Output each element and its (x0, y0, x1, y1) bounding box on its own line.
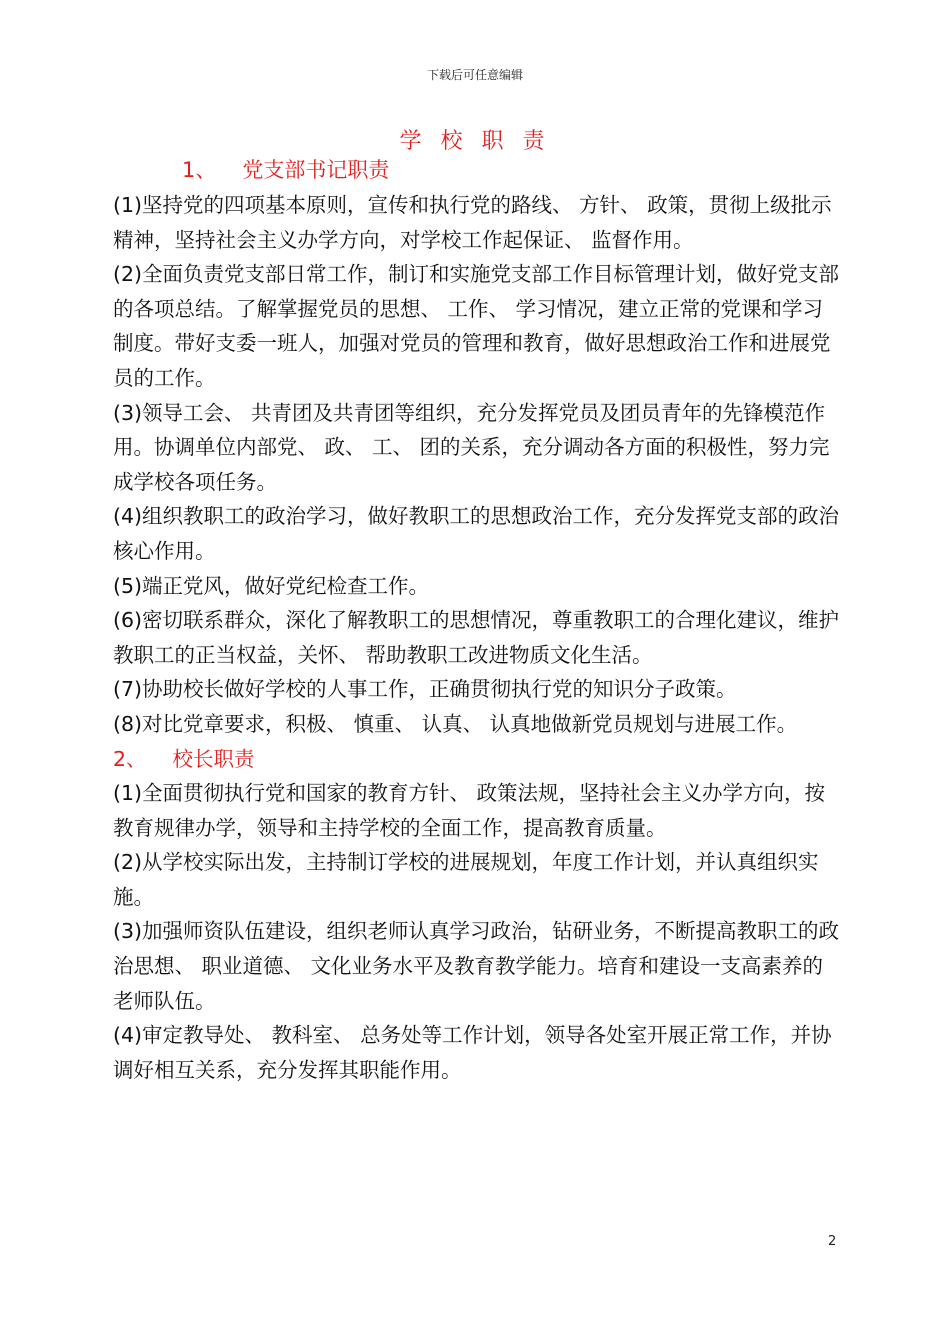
section2-title: 校长职责 (172, 746, 255, 771)
section2-heading (113, 742, 843, 777)
section2-number: 2、 (113, 746, 147, 771)
section1-number: 1、 (182, 158, 217, 182)
section1-item-3: (3)领导工会、 共青团及共青团等组织，充分发挥党员及团员青年的先锋模范作用。协调单位内部党、 政、 工、 团的关系，充分调动各方面的积极性，努力完成学校各项任务。 (113, 400, 830, 494)
section2-item-3: (3)加强师资队伍建设，组织老师认真学习政治，钻研业务，不断提高教职工的政治思想、 职业道德、 文化业务水平及教育教学能力。培育和建设一支高素养的老师队伍。 (113, 919, 840, 1013)
section1-item-7: (7)协助校长做好学校的人事工作，正确贯彻执行党的知识分子政策。 (113, 677, 737, 702)
section2-item-1: (1)全面贯彻执行党和国家的教育方针、 政策法规，坚持社会主义办学方向，按教育规律办学，领导和主持学校的全面工作，提高教育质量。 (113, 781, 826, 840)
section1-title: 党支部书记职责 (242, 158, 390, 182)
section1-heading (182, 154, 389, 184)
page-header: 下载后可任意编辑 (426, 68, 523, 82)
section1-item-8: (8)对比党章要求，积极、 慎重、 认真、 认真地做新党员规划与进展工作。 (113, 711, 798, 736)
section1-item-1: (1)坚持党的四项基本原则，宣传和执行党的路线、 方针、 政策，贯彻上级批示精神，坚持社会主义办学方向，对学校工作起保证、 监督作用。 (113, 193, 832, 252)
page-number: 2 (828, 1234, 837, 1249)
section1-item-6: (6)密切联系群众，深化了解教职工的思想情况，尊重教职工的合理化建议，维护教职工的正当权益，关怀、 帮助教职工改进物质文化生活。 (113, 608, 840, 667)
section1-item-4: (4)组织教职工的政治学习，做好教职工的思想政治工作，充分发挥党支部的政治核心作用。 (113, 504, 840, 563)
section1-item-2: (2)全面负责党支部日常工作，制订和实施党支部工作目标管理计划，做好党支部的各项总结。了解掌握党员的思想、 工作、 学习情况，建立正常的党课和学习制度。带好支委一班人，加强对党员的管理和教育，做好思想政治工作和进展党员的工作。 (113, 262, 840, 390)
section2-item-4: (4)审定教导处、 教科室、 总务处等工作计划，领导各处室开展正常工作，并协调好相互关系，充分发挥其职能作用。 (113, 1023, 832, 1082)
document-body (113, 188, 843, 1087)
section1-item-5: (5)端正党风，做好党纪检查工作。 (113, 573, 430, 598)
page-title: 学 校 职 责 (399, 129, 551, 154)
section2-item-2: (2)从学校实际出发，主持制订学校的进展规划，年度工作计划，并认真组织实施。 (113, 850, 819, 909)
